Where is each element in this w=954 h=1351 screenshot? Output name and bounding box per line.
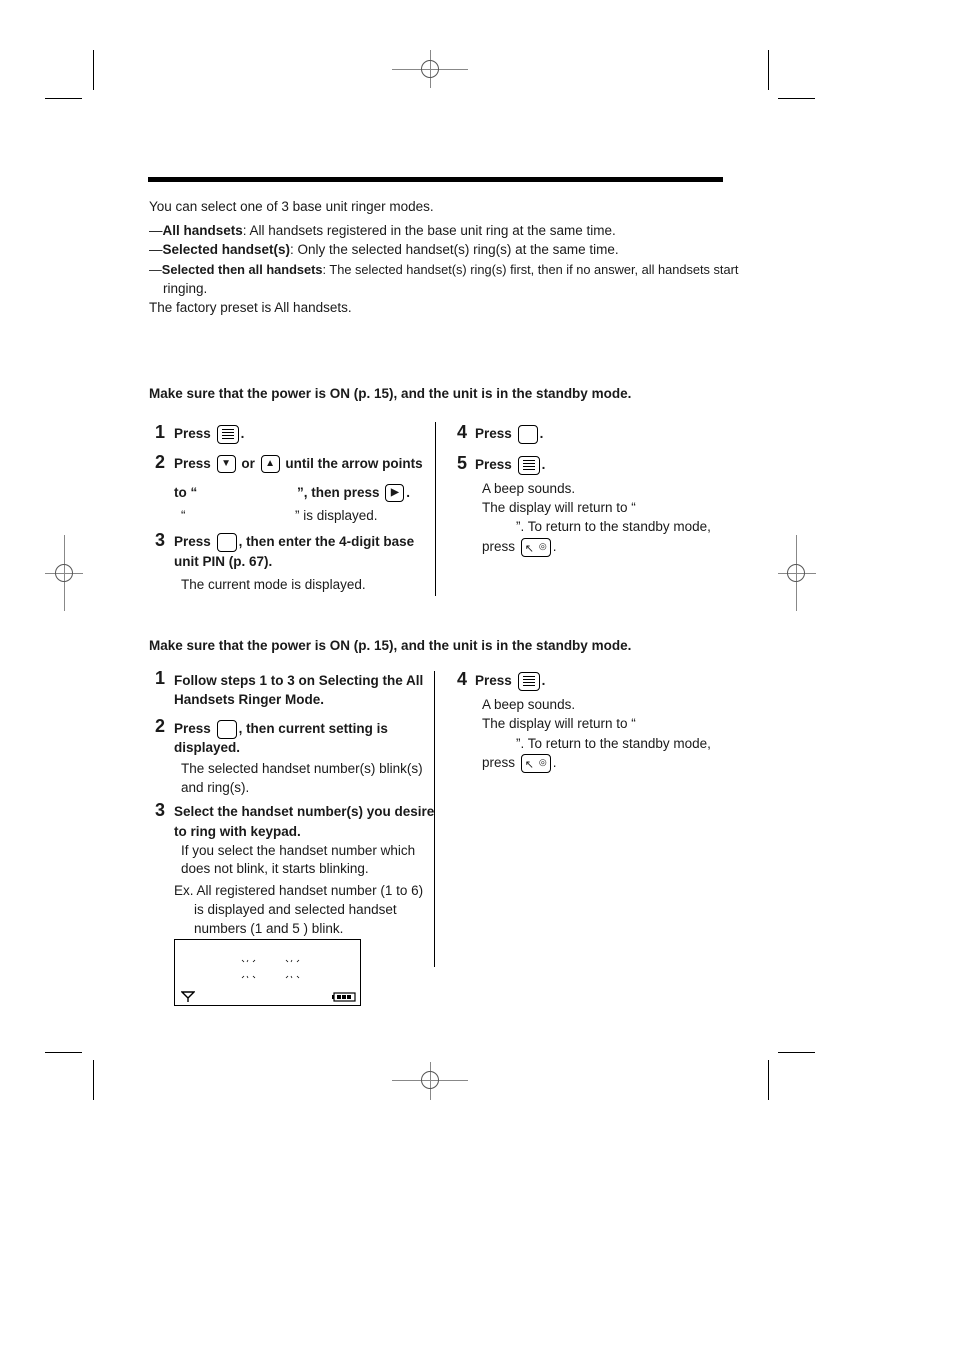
step-5-note-2: The display will return to “ — [482, 500, 636, 515]
crop-mark — [768, 50, 769, 90]
crop-mark — [778, 98, 815, 99]
step-number: 1 — [155, 422, 166, 442]
s2-step-3-note-1: If you select the handset number which — [181, 843, 416, 858]
s2-step-3-example-2: is displayed and selected handset — [194, 902, 397, 917]
right-arrow-key-icon: ▶ — [385, 484, 404, 502]
crop-mark — [93, 1060, 94, 1100]
step-5-note-4: press ↖ ◎ . — [482, 539, 557, 555]
blank-key-icon — [217, 533, 237, 552]
s2-step-4-note-2: The display will return to “ — [482, 716, 636, 731]
step-2-quote: “ — [181, 508, 186, 523]
step-number: 3 — [155, 530, 166, 550]
step-5-note-1: A beep sounds. — [482, 481, 576, 496]
heading-rule — [148, 177, 723, 182]
antenna-icon — [181, 991, 195, 1003]
s2-step-4-note-3: ”. To return to the standby mode, — [516, 736, 711, 751]
step-5-note-3: ”. To return to the standby mode, — [516, 519, 711, 534]
s2-step-1-line2: Handsets Ringer Mode. — [174, 692, 325, 707]
step-number: 3 — [155, 800, 166, 820]
s2-step-2-line2: displayed. — [174, 740, 241, 755]
menu-key-icon — [518, 456, 540, 475]
bullet-selected-handsets: —Selected handset(s): Only the selected handset(s) ring(s) at the same time. — [149, 242, 619, 257]
step-3-note: The current mode is displayed. — [181, 577, 366, 592]
s2-step-3-example-1: Ex. All registered handset number (1 to 6) — [174, 883, 424, 898]
crop-mark — [778, 1052, 815, 1053]
s2-step-4-instruction: Press . — [475, 671, 545, 691]
step-number: 2 — [155, 716, 166, 736]
s2-step-3-line1: Select the handset number(s) you desire — [174, 804, 435, 819]
step-2-instruction: Press ▼ or ▲ until the arrow points — [174, 454, 423, 473]
step-2-to: to “ — [174, 485, 198, 500]
crop-mark — [45, 98, 82, 99]
section2-prerequisite: Make sure that the power is ON (p. 15), and the unit is in the standby mode. — [149, 638, 632, 653]
bullet-continuation: ringing. — [163, 281, 208, 296]
down-arrow-key-icon: ▼ — [217, 455, 236, 473]
step-5-instruction: Press . — [475, 455, 545, 475]
crop-mark — [93, 50, 94, 90]
bullet-selected-then-all: —Selected then all handsets: The selected handset(s) ring(s) first, then if no answer, all handsets start — [149, 262, 739, 277]
s2-step-2-instruction: Press , then current setting is — [174, 719, 388, 739]
blank-key-icon — [518, 425, 538, 444]
s2-step-3-line2: to ring with keypad. — [174, 824, 301, 839]
step-3-line2: unit PIN (p. 67). — [174, 554, 273, 569]
section1-prerequisite: Make sure that the power is ON (p. 15), and the unit is in the standby mode. — [149, 386, 632, 401]
blank-key-icon — [217, 720, 237, 739]
bullet-all-handsets: —All handsets: All handsets registered in the base unit ring at the same time. — [149, 223, 616, 238]
step-number: 4 — [457, 422, 468, 442]
lcd-display — [174, 939, 361, 1006]
s2-step-2-note-2: and ring(s). — [181, 780, 250, 795]
step-2-displayed: ” is displayed. — [295, 508, 378, 523]
crop-mark — [768, 1060, 769, 1100]
up-arrow-key-icon: ▲ — [261, 455, 280, 473]
battery-icon — [332, 992, 356, 1002]
s2-step-4-note-4: press ↖ ◎ . — [482, 755, 557, 771]
s2-step-4-note-1: A beep sounds. — [482, 697, 576, 712]
step-2-then: ”, then press ▶ . — [297, 483, 410, 502]
factory-preset-text: The factory preset is All handsets. — [149, 300, 352, 315]
intro-text: You can select one of 3 base unit ringer modes. — [149, 199, 434, 214]
column-divider — [435, 422, 436, 596]
off-key-icon: ↖ ◎ — [521, 754, 551, 773]
menu-key-icon — [217, 425, 239, 444]
off-key-icon: ↖ ◎ — [521, 538, 551, 557]
s2-step-3-note-2: does not blink, it starts blinking. — [181, 861, 369, 876]
step-number: 1 — [155, 668, 166, 688]
step-number: 4 — [457, 669, 468, 689]
s2-step-2-note-1: The selected handset number(s) blink(s) — [181, 761, 423, 776]
step-number: 5 — [457, 453, 468, 473]
menu-key-icon — [518, 672, 540, 691]
s2-step-1-line1: Follow steps 1 to 3 on Selecting the All — [174, 673, 424, 688]
step-number: 2 — [155, 452, 166, 472]
step-3-instruction: Press , then enter the 4-digit base — [174, 532, 414, 552]
step-1-instruction: Press . — [174, 424, 244, 444]
s2-step-3-example-3: numbers (1 and 5 ) blink. — [194, 921, 344, 936]
crop-mark — [45, 1052, 82, 1053]
step-4-instruction: Press . — [475, 424, 543, 444]
